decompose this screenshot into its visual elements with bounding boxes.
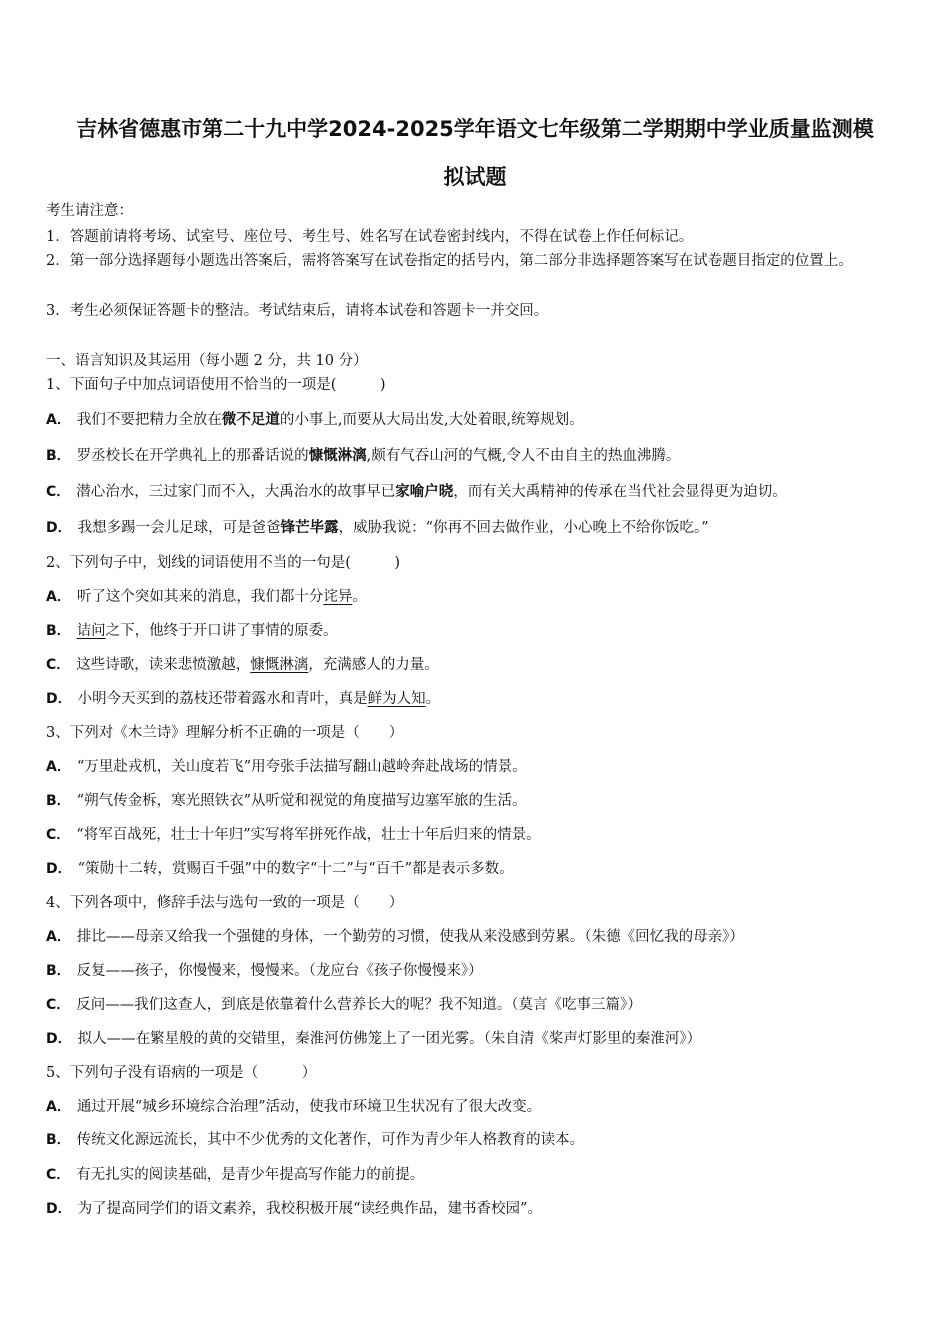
option-letter: C． [46,997,71,1013]
question-4-option-c [46,995,906,1015]
question-2-option-b [46,621,906,641]
option-text-pre: 潜心治水，三过家门而不入，大禹治水的故事早已 [76,484,396,500]
option-letter: D． [46,691,72,707]
notice-heading: 考生请注意： [46,203,133,219]
option-text: 反问——我们这查人，到底是依靠着什么营养长大的呢？我不知道。（莫言《吃事三篇》） [76,997,642,1013]
underlined-word: 鲜为人知 [367,691,426,707]
option-text: “将军百战死，壮士十年归”实写将军拼死作战，壮士十年后归来的情景。 [76,827,541,843]
option-letter: C． [46,827,71,843]
option-text: 拟人——在繁星般的黄的交错里，秦淮河仿佛笼上了一团光雾。（朱自清《桨声灯影里的秦淮河》） [77,1031,702,1047]
underlined-word: 慷慨淋漓 [250,657,309,673]
exam-title-line1: 吉林省德惠市第二十九中学2024-2025学年语文七年级第二学期期中学业质量监测模 [76,117,874,141]
option-text: “万里赴戎机，关山度若飞”用夸张手法描写翻山越岭奔赴战场的情景。 [76,759,527,775]
option-text-post: ，充满感人的力量。 [308,657,439,673]
option-text-pre: 我们不要把精力全放在 [76,412,222,428]
option-text-pre: 听了这个突如其来的消息，我们都十分 [76,589,324,605]
option-text-pre: 小明今天买到的荔枝还带着露水和青叶，真是 [77,691,368,707]
question-3-option-a [46,757,906,777]
option-text-pre: 罗丞校长在开学典礼上的那番话说的 [76,448,309,464]
question-3-stem: 3、下列对《木兰诗》理解分析不正确的一项是（ ） [46,725,404,741]
dotted-word: 家喻户晓 [395,483,454,500]
question-4-option-d [46,1029,906,1049]
option-letter: C． [46,484,71,500]
option-text-post: 。 [425,691,441,707]
notice-item-1: 1．答题前请将考场、试室号、座位号、考生号、姓名写在试卷密封线内，不得在试卷上作任何标记。 [46,229,694,245]
question-4-option-a [46,927,906,947]
underlined-word: 诧异 [323,589,353,605]
question-1-stem: 1、下面句子中加点词语使用不恰当的一项是( ) [46,377,386,393]
notice-item-2: 2．第一部分选择题每小题选出答案后，需将答案写在试卷指定的括号内，第二部分非选择题答案写在试卷题目指定的位置上。 [46,253,853,269]
option-text-post: ，而有关大禹精神的传承在当代社会显得更为迫切。 [453,484,787,500]
option-letter: A． [46,929,71,945]
option-letter: A． [46,1099,71,1115]
option-letter: A． [46,759,71,775]
option-letter: C． [46,657,71,673]
section-heading: 一、语言知识及其运用（每小题 2 分，共 10 分） [46,353,368,369]
dotted-word: 微不足道 [221,411,280,428]
option-text: “朔气传金柝，寒光照铁衣”从听觉和视觉的角度描写边塞军旅的生活。 [76,793,527,809]
option-text-pre: 我想多踢一会儿足球，可是爸爸 [77,520,281,536]
option-text-post: 的小事上,而要从大局出发,大处着眼,统筹规划。 [279,412,584,428]
question-5-option-d [46,1199,906,1219]
question-3-option-d [46,859,906,879]
option-letter: B． [46,793,71,809]
question-2-option-d [46,689,906,709]
question-5-stem: 5、下列句子没有语病的一项是（ ） [46,1065,317,1081]
question-5-option-b [46,1130,906,1150]
option-letter: B． [46,623,71,639]
option-text: “策勋十二转，赏赐百千强”中的数字“十二”与“百千”都是表示多数。 [77,861,514,877]
option-letter: A． [46,589,71,605]
question-1-option-c [46,482,906,502]
dotted-word: 慷慨淋漓 [308,447,367,464]
option-text-pre: 这些诗歌，读来悲愤激越， [76,657,251,673]
question-2-option-c [46,655,906,675]
option-letter: C． [46,1167,71,1183]
notice-item-3: 3．考生必须保证答题卡的整洁。考试结束后，请将本试卷和答题卡一并交回。 [46,303,549,319]
question-3-option-c [46,825,906,845]
question-1-option-a [46,410,906,430]
option-letter: B． [46,448,71,464]
option-text: 有无扎实的阅读基础，是青少年提高写作能力的前提。 [76,1167,425,1183]
option-letter: B． [46,1132,71,1148]
question-2-option-a [46,587,906,607]
option-text-post: ，威胁我说：“你再不回去做作业，小心晚上不给你饭吃。” [338,520,709,536]
option-text-post: 之下，他终于开口讲了事情的原委。 [105,623,338,639]
option-text-post: ,颇有气吞山河的气概,令人不由自主的热血沸腾。 [366,448,681,464]
option-text: 反复——孩子，你慢慢来，慢慢来。（龙应台《孩子你慢慢来》） [76,963,483,979]
option-letter: D． [46,1201,72,1217]
question-5-option-a [46,1097,906,1117]
question-2-stem: 2、下列句子中，划线的词语使用不当的一句是( ) [46,555,401,571]
option-text-post: 。 [352,589,367,605]
question-1-option-b [46,446,906,466]
option-text: 排比——母亲又给我一个强健的身体，一个勤劳的习惯，使我从来没感到劳累。（朱德《回忆我的母亲》） [76,929,744,945]
option-letter: D． [46,861,72,877]
question-4-option-b [46,961,906,981]
option-letter: A． [46,412,71,428]
dotted-word: 锋芒毕露 [280,519,339,536]
option-letter: D． [46,1031,72,1047]
option-text: 传统文化源远流长，其中不少优秀的文化著作，可作为青少年人格教育的读本。 [76,1132,585,1148]
option-text: 通过开展“城乡环境综合治理”活动，使我市环境卫生状况有了很大改变。 [76,1099,542,1115]
question-1-option-d [46,518,906,538]
question-3-option-b [46,791,906,811]
exam-title-line2: 拟试题 [443,165,507,189]
option-letter: D． [46,520,72,536]
question-5-option-c [46,1165,906,1185]
underlined-word: 诘问 [76,623,106,639]
option-text: 为了提高同学们的语文素养，我校积极开展“读经典作品，建书香校园”。 [77,1201,542,1217]
question-4-stem: 4、下列各项中，修辞手法与选句一致的一项是（ ） [46,895,404,911]
option-letter: B． [46,963,71,979]
